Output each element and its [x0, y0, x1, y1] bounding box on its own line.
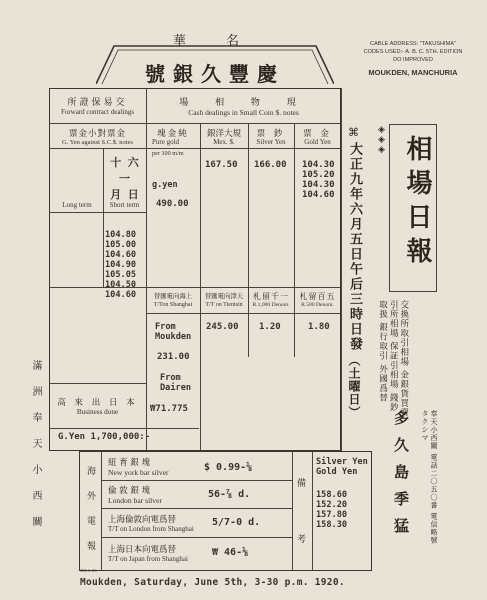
company-name-top: 華 名 [172, 34, 258, 49]
from-moukden-value: 231.00 [157, 352, 190, 362]
tt-london-cn: 上海倫敦向電爲替 [108, 515, 177, 525]
gold-yen-value: 105.20 [302, 170, 335, 180]
r1000-cn: 札留千一 [253, 292, 289, 301]
remark-value: 158.30 [316, 520, 348, 530]
short-term-value: 104.90 [105, 260, 137, 270]
month-label: 十 六 一 月 日 [110, 156, 139, 201]
tt-tientsin-cn: 替匯電向津天 [204, 292, 244, 300]
tientsin-value: 245.00 [206, 322, 239, 332]
forward-head-en: Forward contract dealings [60, 108, 135, 116]
date-ornament-icon: ⌘ [348, 126, 359, 139]
remark-head: Silver Yen [316, 457, 368, 467]
r100-en: R.500 Denom. [301, 302, 334, 308]
business-done-cn: 高 來 出 日 本 [57, 398, 138, 408]
london-value: 56-⅞ d. [208, 489, 251, 500]
tt-shanghai-en: T/Ton Shanghai [153, 302, 193, 308]
long-term-label: Long term [62, 201, 92, 209]
short-term-value: 104.50 [105, 280, 137, 290]
short-term-value: 104.60 [105, 250, 137, 260]
pure-gold-cn: 塊金純 [157, 129, 189, 139]
publisher-name: 多久島季猛 [392, 410, 410, 545]
tt-japan-en: T/T on Japan from Shanghai [108, 555, 188, 563]
short-term-values [105, 230, 147, 300]
tt-london-en: T/T on London from Shanghai [108, 525, 194, 533]
short-term-value: 105.00 [105, 240, 137, 250]
short-term-label: Short term [109, 201, 140, 209]
gold-yen-en: Gold Yen [304, 138, 331, 146]
r100-value: 1.80 [308, 322, 330, 332]
weekday-cn: （土曜日） [347, 354, 361, 419]
tt-tientsin-en: T/T on Tientsin [205, 302, 243, 308]
codes-improved: DO IMPROVED [393, 57, 433, 63]
tt-shanghai-cn: 替匯電向海上 [153, 292, 193, 300]
short-term-value: 104.60 [105, 290, 137, 300]
remark-head: Gold Yen [316, 467, 358, 477]
r1000-value: 1.20 [259, 322, 281, 332]
gold-yen-cn: 票 金 [303, 129, 332, 139]
cable-info [348, 40, 478, 77]
header-banner [96, 30, 334, 84]
short-term-value: 104.80 [105, 230, 137, 240]
business-done-en: Business done [76, 408, 119, 416]
date-strip [343, 126, 365, 446]
remark-label-top: 備 [297, 479, 307, 489]
gold-yen-values [302, 160, 335, 200]
tt-london-value: 5/7-0 d. [212, 517, 261, 528]
pure-gold-unit: per 100 m/m [152, 150, 184, 157]
remark-label-bottom: 考 [297, 535, 307, 545]
mex-value: 167.50 [205, 160, 238, 170]
spot-head-cn: 場 相 物 現 [179, 98, 308, 108]
spot-head-en: Cash dealings in Small Coin $. notes [188, 108, 299, 117]
london-cn: 倫 敦 銀 塊 [108, 486, 151, 496]
gold-yen-col-en: G. Yen against S.C.$. notes [62, 139, 133, 146]
from-moukden-label: From Moukden [155, 322, 192, 342]
left-vertical-address: 滿洲奉天小西關 [30, 360, 41, 542]
ny-value: $ 0.99-⅛ [204, 462, 253, 473]
tt-japan-cn: 上海日本向電爲替 [108, 545, 177, 555]
london-en: London bar silver [108, 496, 162, 505]
title-box [378, 124, 437, 292]
remark-value: 152.20 [316, 500, 348, 510]
business-done-value: G.Yen 1,700,000:- [58, 432, 151, 442]
from-dairen-label: From Dairen [160, 373, 192, 393]
forward-head-cn: 所證保易交 [67, 98, 128, 108]
remark-value: 158.60 [316, 490, 348, 500]
pure-gold-en: Pure gold [152, 138, 180, 146]
silver-yen-value: 166.00 [254, 160, 287, 170]
ny-en: New york bar silver [108, 468, 169, 477]
r100-cn: 札留百五 [299, 292, 336, 301]
overseas-side-label: 海外電報 [85, 466, 95, 566]
mex-cn: 銀洋大規 [206, 129, 241, 139]
r1000-en: R.1,000 Denom. [252, 302, 290, 308]
company-name: 號銀久豐慶 [145, 62, 285, 86]
pure-gold-value: 490.00 [156, 199, 189, 209]
footer-dateline: Moukden, Saturday, June 5th, 3-30 p.m. 1920. [80, 577, 345, 588]
service-description: 交換所取引相場 金銀貨買賣引所相場 保証引相場 錢鈔取扱 銀行取引 外國爲替 [377, 300, 409, 418]
remark-value: 157.80 [316, 510, 348, 520]
short-term-value: 105.05 [105, 270, 137, 280]
codes-used: CODES USED:- A. B. C. 5TH. EDITION [363, 49, 463, 55]
date-cn: 大正九年六月五日午后三時日發 [347, 142, 362, 352]
cable-address: CABLE ADDRESS: "TAKUSHIMA" [370, 41, 456, 47]
from-dairen-value: ₩71.775 [150, 404, 188, 414]
gold-yen-value: 104.30 [302, 160, 335, 170]
silver-yen-cn: 票 鈔 [256, 129, 286, 139]
gyen-label: g.yen [152, 180, 178, 190]
tt-japan-value: ₩ 46-⅛ [212, 547, 249, 558]
report-title: 相場日報 [402, 135, 432, 271]
gold-yen-value: 104.30 [302, 180, 335, 190]
publisher-address: 奉天小西關 電話二〇五〇番 電信略號タクシマ [421, 410, 438, 545]
gold-yen-col-cn: 票金小對票金 [68, 129, 126, 139]
mex-en: Mex. $. [213, 138, 235, 146]
remark-block [316, 457, 370, 530]
title-ornament-icon: ◈ ◈ ◈ [378, 125, 385, 155]
silver-yen-en: Silver Yen [256, 138, 286, 146]
gold-yen-value: 104.60 [302, 190, 335, 200]
ny-cn: 紐 育 銀 塊 [108, 458, 151, 468]
print-code: 386-6-23 [80, 568, 97, 573]
city-label: MOUKDEN, MANCHURIA [368, 68, 458, 77]
